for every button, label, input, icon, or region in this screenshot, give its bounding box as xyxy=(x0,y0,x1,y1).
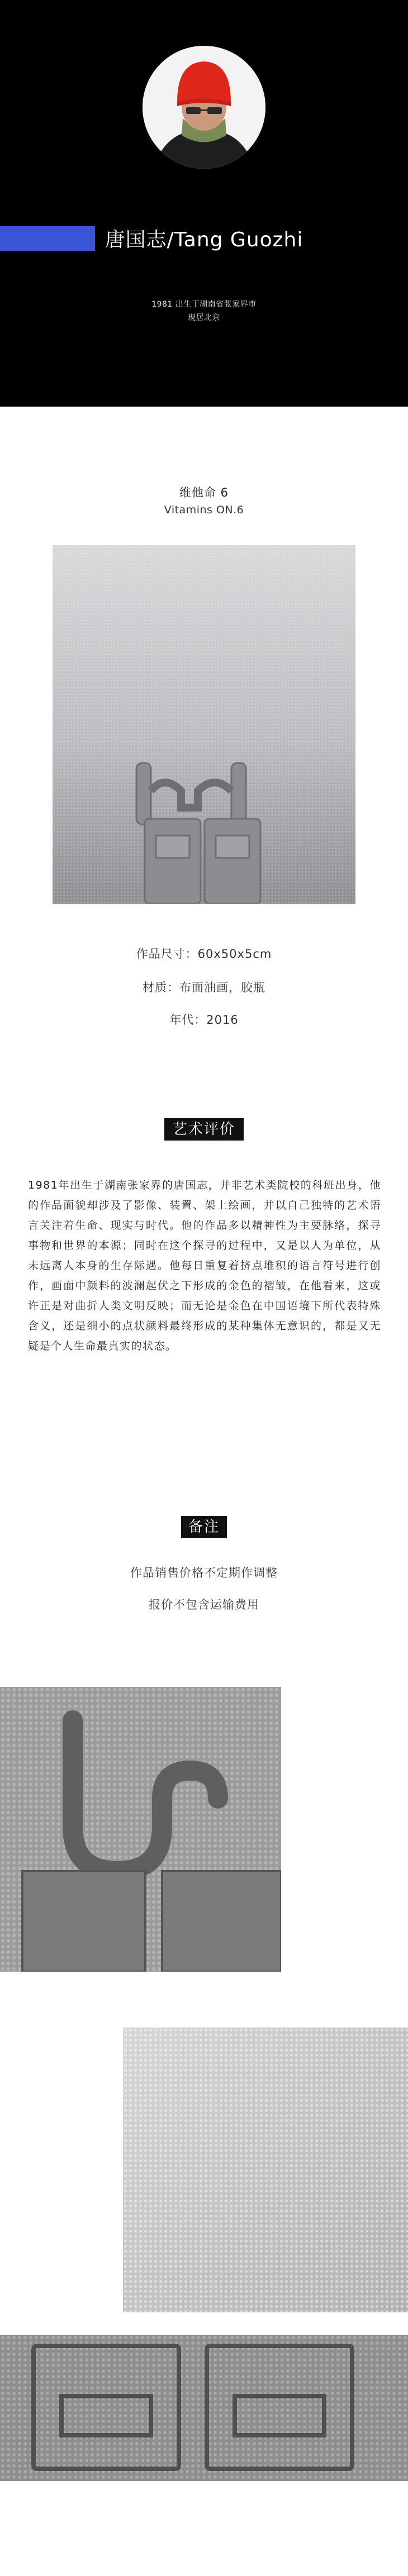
notes-heading: 备注 xyxy=(181,1516,227,1538)
artwork-title-cn: 维他命 6 xyxy=(179,486,229,499)
artwork-image xyxy=(53,545,355,904)
artwork-size: 作品尺寸：60x50x5cm xyxy=(136,947,272,961)
detail-labels xyxy=(0,2335,408,2481)
artist-residence: 现居北京 xyxy=(188,313,220,322)
artist-birth: 1981 出生于湖南省张家界市 xyxy=(151,300,257,309)
artist-name: 唐国志/Tang Guozhi xyxy=(105,228,303,251)
detail-image-2 xyxy=(123,2028,408,2312)
artwork-title-en: Vitamins ON.6 xyxy=(164,504,244,516)
detail-texture xyxy=(123,2028,408,2312)
detail-pipes xyxy=(0,1687,281,1972)
review-text: 1981年出生于湖南张家界的唐国志，并非艺术类院校的科班出身，他的作品面貌却涉及了影像、装置、架上绘画，并以自己独特的艺术语言关注着生命、现实与时代。他的作品多以精神性为主要脉络，探寻事物和世界的本源；同时在这个探寻的过程中，又是以人为单位，从未远离人本身的生存际遇。他每日重复着挤点堆积的语言符号进行创作，画面中颜料的波澜起伏之下形成的金色的褶皱，在他看来，这或许正是对曲折人类文明反映；而无论是金色在中国语境下所代表特殊含义，还是细小的点状颜料最终形成的某种集体无意识的，都是又无疑是个人生命最真实的状态。 xyxy=(28,1179,381,1352)
artist-avatar xyxy=(143,46,265,169)
artist-header xyxy=(0,0,408,407)
artwork-painting xyxy=(53,545,355,904)
detail-image-1 xyxy=(0,1687,281,1972)
note-price: 作品销售价格不定期作调整 xyxy=(130,1566,278,1580)
artwork-year: 年代：2016 xyxy=(169,1013,239,1027)
review-heading: 艺术评价 xyxy=(164,1118,244,1141)
note-shipping: 报价不包含运输费用 xyxy=(149,1598,259,1611)
artist-portrait-icon xyxy=(143,46,265,169)
artwork-material: 材质：布面油画，胶瓶 xyxy=(143,981,265,994)
detail-image-3 xyxy=(0,2335,408,2481)
